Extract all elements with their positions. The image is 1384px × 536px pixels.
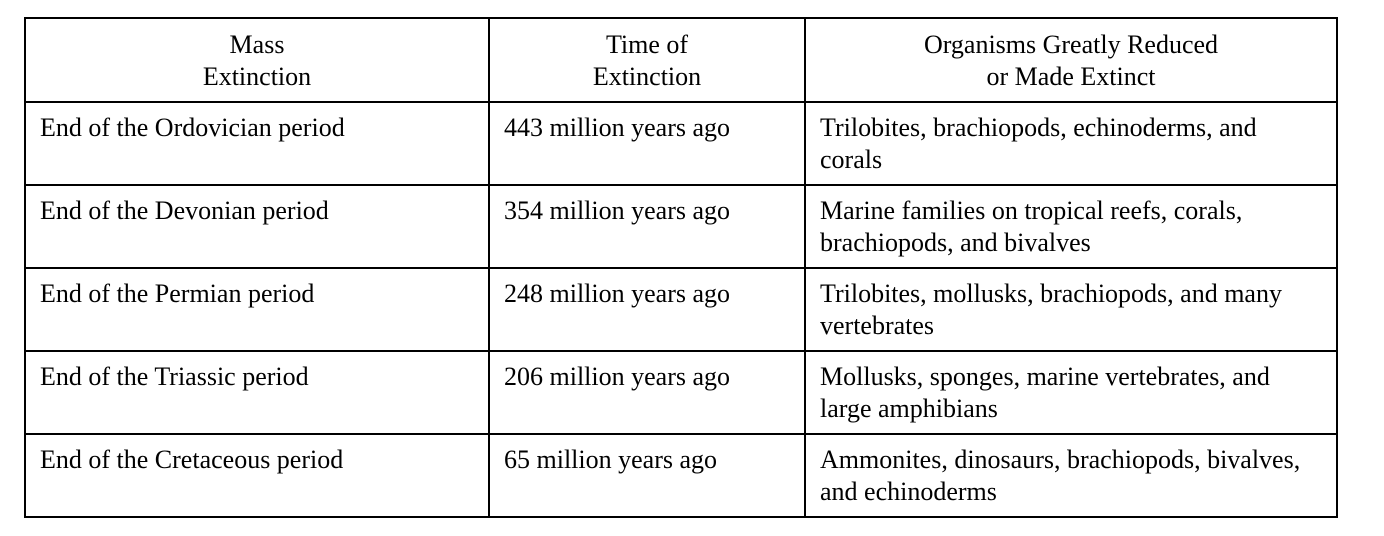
- header-organisms: [805, 18, 1337, 102]
- header-mass-extinction: [25, 18, 489, 102]
- header-mass-extinction-line2: Extinction: [202, 62, 312, 91]
- table-row: [25, 434, 1337, 517]
- cell-time: 248 million years ago: [489, 268, 805, 351]
- header-time-line1: Time of: [605, 30, 689, 59]
- cell-time: 65 million years ago: [489, 434, 805, 517]
- cell-extinction: End of the Devonian period: [25, 185, 489, 268]
- header-mass-extinction-line1: Mass: [229, 30, 285, 59]
- header-row: [25, 18, 1337, 102]
- cell-organisms: Ammonites, dinosaurs, brachiopods, bivalves, and echinoderms: [805, 434, 1337, 517]
- cell-organisms: Trilobites, brachiopods, echinoderms, and corals: [805, 102, 1337, 185]
- header-organisms-line1: Organisms Greatly Reduced: [923, 30, 1219, 59]
- cell-extinction: End of the Triassic period: [25, 351, 489, 434]
- cell-time: 206 million years ago: [489, 351, 805, 434]
- cell-extinction: End of the Permian period: [25, 268, 489, 351]
- cell-organisms: Trilobites, mollusks, brachiopods, and many vertebrates: [805, 268, 1337, 351]
- cell-time: 443 million years ago: [489, 102, 805, 185]
- table-row: [25, 102, 1337, 185]
- table-body: [25, 102, 1337, 517]
- header-organisms-line2: or Made Extinct: [986, 62, 1156, 91]
- mass-extinction-table: [24, 17, 1338, 518]
- header-time-of-extinction: [489, 18, 805, 102]
- cell-time: 354 million years ago: [489, 185, 805, 268]
- cell-extinction: End of the Cretaceous period: [25, 434, 489, 517]
- table-row: [25, 351, 1337, 434]
- table-row: [25, 185, 1337, 268]
- table-row: [25, 268, 1337, 351]
- header-time-line2: Extinction: [592, 62, 702, 91]
- table-header: [25, 18, 1337, 102]
- cell-organisms: Mollusks, sponges, marine vertebrates, and large amphibians: [805, 351, 1337, 434]
- cell-organisms: Marine families on tropical reefs, corals, brachiopods, and bivalves: [805, 185, 1337, 268]
- cell-extinction: End of the Ordovician period: [25, 102, 489, 185]
